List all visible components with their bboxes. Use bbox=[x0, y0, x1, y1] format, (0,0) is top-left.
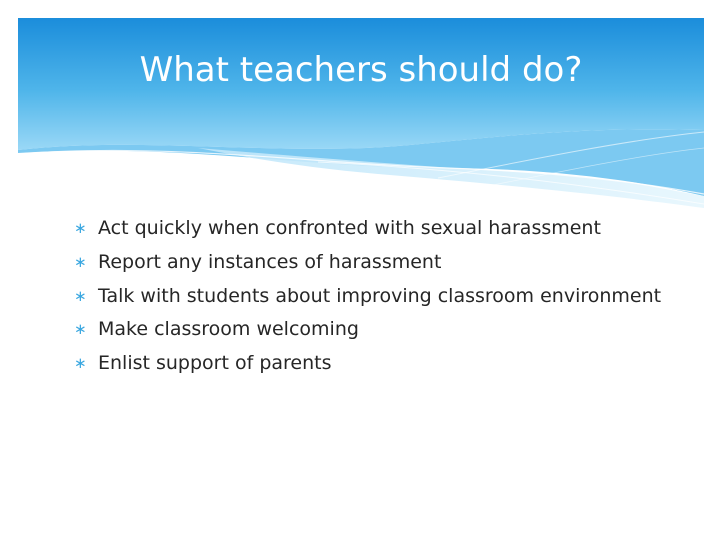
bullet-text: Enlist support of parents bbox=[98, 352, 332, 374]
bullet-text: Act quickly when confronted with sexual harassment bbox=[98, 217, 601, 239]
bullet-list bbox=[74, 214, 674, 383]
title-header-band bbox=[18, 18, 704, 208]
header-wave-graphic bbox=[18, 18, 704, 208]
bullet-item bbox=[74, 282, 674, 310]
asterisk-bullet-icon: ∗ bbox=[74, 320, 87, 338]
bullet-text: Make classroom welcoming bbox=[98, 318, 359, 340]
asterisk-bullet-icon: ∗ bbox=[74, 253, 87, 271]
asterisk-bullet-icon: ∗ bbox=[74, 354, 87, 372]
bullet-item bbox=[74, 214, 674, 243]
slide-title: What teachers should do? bbox=[139, 50, 583, 90]
bullet-text: Report any instances of harassment bbox=[98, 251, 442, 273]
asterisk-bullet-icon: ∗ bbox=[74, 219, 87, 237]
bullet-item bbox=[74, 248, 674, 277]
bullet-item bbox=[74, 315, 674, 344]
bullet-item bbox=[74, 349, 674, 378]
asterisk-bullet-icon: ∗ bbox=[74, 287, 87, 305]
bullet-text: Talk with students about improving classroom environment bbox=[98, 285, 662, 307]
